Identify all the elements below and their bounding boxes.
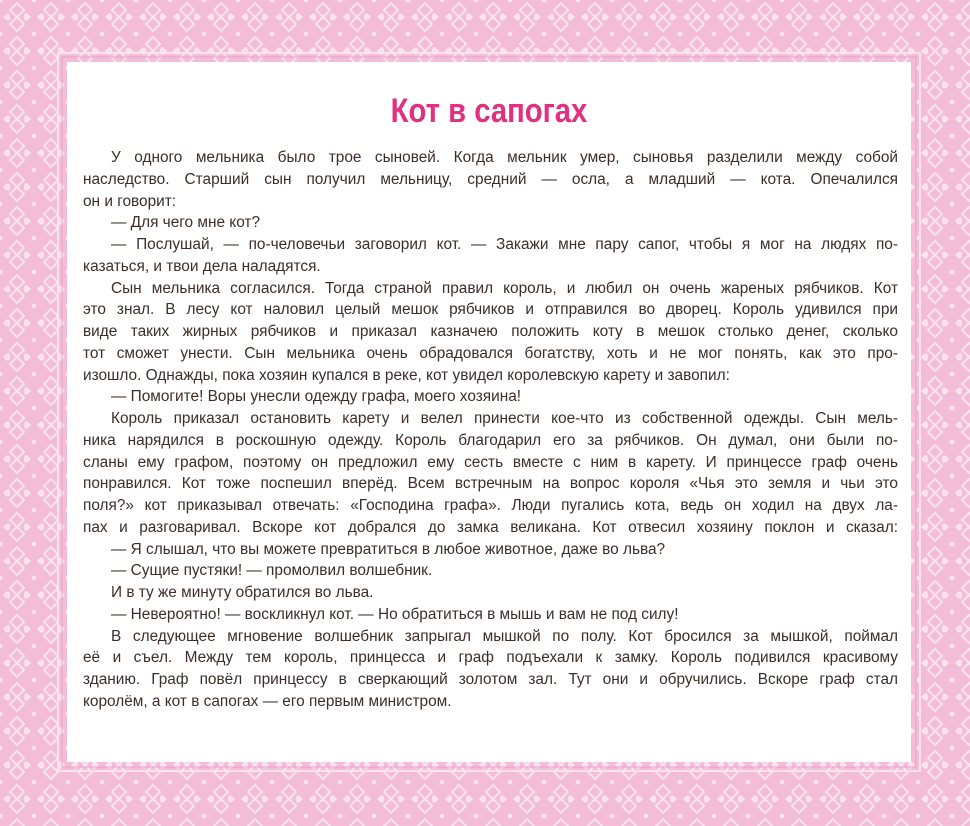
story-line: — Невероятно! — воскликнул кот. — Но обратиться в мышь и вам не под силу! xyxy=(111,605,679,623)
story-line: ника нарядился в роскошную одежду. Король благодарил его за рябчиков. Он думал, они были по- xyxy=(83,431,898,449)
story-line: Сын мельника согласился. Тогда страной правил король, и любил он очень жареных рябчиков. Кот xyxy=(111,279,898,297)
story-line: пах и разговаривал. Вскоре кот добрался до замка великана. Кот отвесил хозяину поклон и сказал: xyxy=(83,518,898,536)
panel-content xyxy=(67,62,911,762)
story-line: сланы ему графом, поэтому он предложил ему сесть вместе с ним в карету. И принцессе граф очень xyxy=(83,453,898,471)
story-line: — Помогите! Воры унесли одежду графа, моего хозяина! xyxy=(111,388,522,406)
story-line: — Послушай, — по-человечьи заговорил кот. — Закажи мне пару сапог, чтобы я мог на людях по- xyxy=(111,236,898,253)
story-line: Король приказал остановить карету и велел принести кое-что из собственной одежды. Сын мель- xyxy=(111,410,898,427)
story-line: наследство. Старший сын получил мельницу, средний — осла, а младший — кота. Опечалился xyxy=(83,170,898,188)
story-line: поля?» кот приказывал отвечать: «Господина графа». Люди пугались кота, ведь он ходил на двух ла- xyxy=(83,497,898,514)
story-line: тот сможет унести. Сын мельника очень обрадовался богатству, хоть и не мог понять, как это про- xyxy=(83,344,898,362)
story-line: виде таких жирных рябчиков и приказал казначею положить коту в мешок столько денег, сколько xyxy=(83,323,898,340)
story-line: В следующее мгновение волшебник запрыгал мышкой по полу. Кот бросился за мышкой, поймал xyxy=(111,627,898,645)
story-line: И в ту же минуту обратился во льва. xyxy=(111,584,374,601)
story-line: — Я слышал, что вы можете превратиться в любое животное, даже во льва? xyxy=(111,540,666,558)
story-line: изошло. Однажды, пока хозяин купался в реке, кот увидел королевскую карету и завопил: xyxy=(83,366,730,384)
story-line: — Сущие пустяки! — промолвил волшебник. xyxy=(111,562,433,580)
story-line: её и съел. Между тем король, принцесса и граф подъехали к замку. Король подивился красивому xyxy=(83,649,898,667)
page-title: Кот в сапогах xyxy=(390,92,588,130)
story-text xyxy=(83,147,898,713)
story-line: понравился. Кот тоже поспешил вперёд. Всем встречным на вопрос короля «Чья это земля и чьи это xyxy=(83,475,898,493)
story-line: это знал. В лесу кот наловил целый мешок рябчиков и отправился во дворец. Король удивился при xyxy=(83,301,898,319)
story-line: он и говорит: xyxy=(83,192,177,210)
story-line: казаться, и твои дела наладятся. xyxy=(83,257,321,275)
story-line: — Для чего мне кот? xyxy=(111,214,261,232)
story-line: зданию. Граф повёл принцессу в сверкающий золотом зал. Тут они и обручились. Вскоре граф стал xyxy=(83,671,898,688)
story-line: У одного мельника было трое сыновей. Когда мельник умер, сыновья разделили между собой xyxy=(111,149,898,166)
story-line: королём, а кот в сапогах — его первым министром. xyxy=(83,692,452,710)
text-panel xyxy=(67,62,911,762)
